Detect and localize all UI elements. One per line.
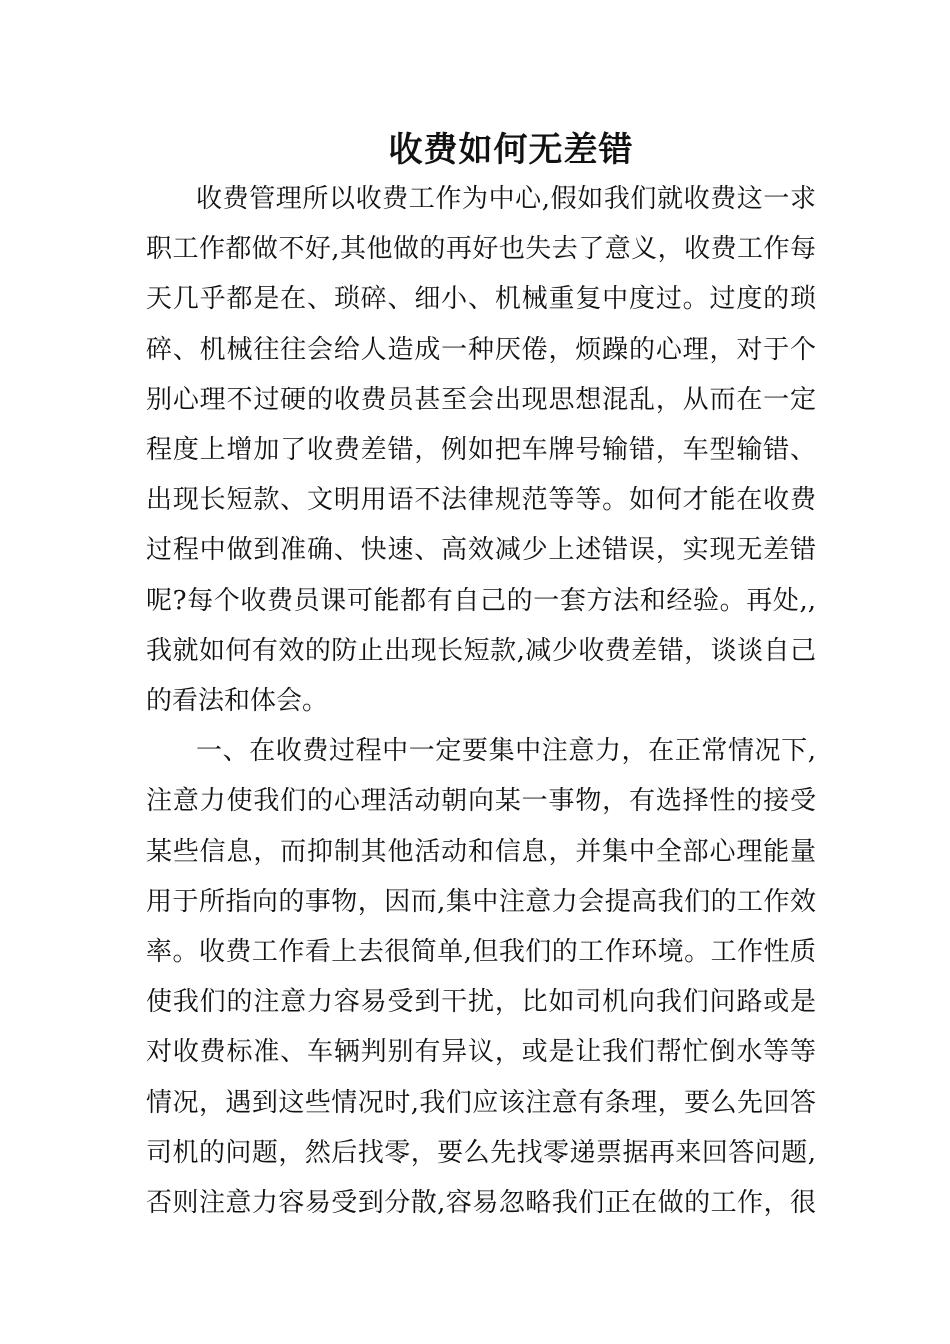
text-line: 对收费标准、车辆判别有异议，或是让我们帮忙倒水等等 [146,1037,816,1068]
text-line: 职工作都做不好,其他做的再好也失去了意义，收费工作每 [146,234,816,265]
text-line: 我就如何有效的防止出现长短款,减少收费差错，谈谈自己 [146,635,816,666]
text-line: 用于所指向的事物，因而,集中注意力会提高我们的工作效 [146,886,816,917]
text-line: 碎、机械往往会给人造成一种厌倦，烦躁的心理，对于个 [146,334,816,365]
text-line: 情况，遇到这些情况时,我们应该注意有条理，要么先回答 [146,1087,816,1118]
text-line: 收费管理所以收费工作为中心,假如我们就收费这一求 [196,184,816,214]
text-line: 的看法和体会。 [146,686,329,716]
text-line: 一、在收费过程中一定要集中注意力，在正常情况下, [196,736,816,767]
text-line: 某些信息，而抑制其他活动和信息，并集中全部心理能量 [146,836,816,867]
text-line: 注意力使我们的心理活动朝向某一事物，有选择性的接受 [146,786,816,817]
text-line: 程度上增加了收费差错，例如把车牌号输错，车型输错、 [146,435,816,465]
text-line: 出现长短款、文明用语不法律规范等等。如何才能在收费 [146,485,816,516]
text-line: 否则注意力容易受到分散,容易忽略我们正在做的工作，很 [146,1188,816,1218]
text-line: 呢?每个收费员课可能都有自己的一套方法和经验。再处,, [146,585,816,616]
text-line: 司机的问题，然后找零，要么先找零递票据再来回答问题, [146,1137,816,1168]
document-title: 收费如何无差错 [388,130,634,170]
text-line: 率。收费工作看上去很简单,但我们的工作环境。工作性质 [146,937,816,967]
text-line: 过程中做到准确、快速、高效减少上述错误，实现无差错 [146,535,816,566]
text-line: 使我们的注意力容易受到干扰，比如司机向我们问路或是 [146,987,816,1018]
text-line: 别心理不过硬的收费员甚至会出现思想混乱，从而在一定 [146,384,816,415]
text-line: 天几乎都是在、琐碎、细小、机械重复中度过。过度的琐 [146,284,816,315]
